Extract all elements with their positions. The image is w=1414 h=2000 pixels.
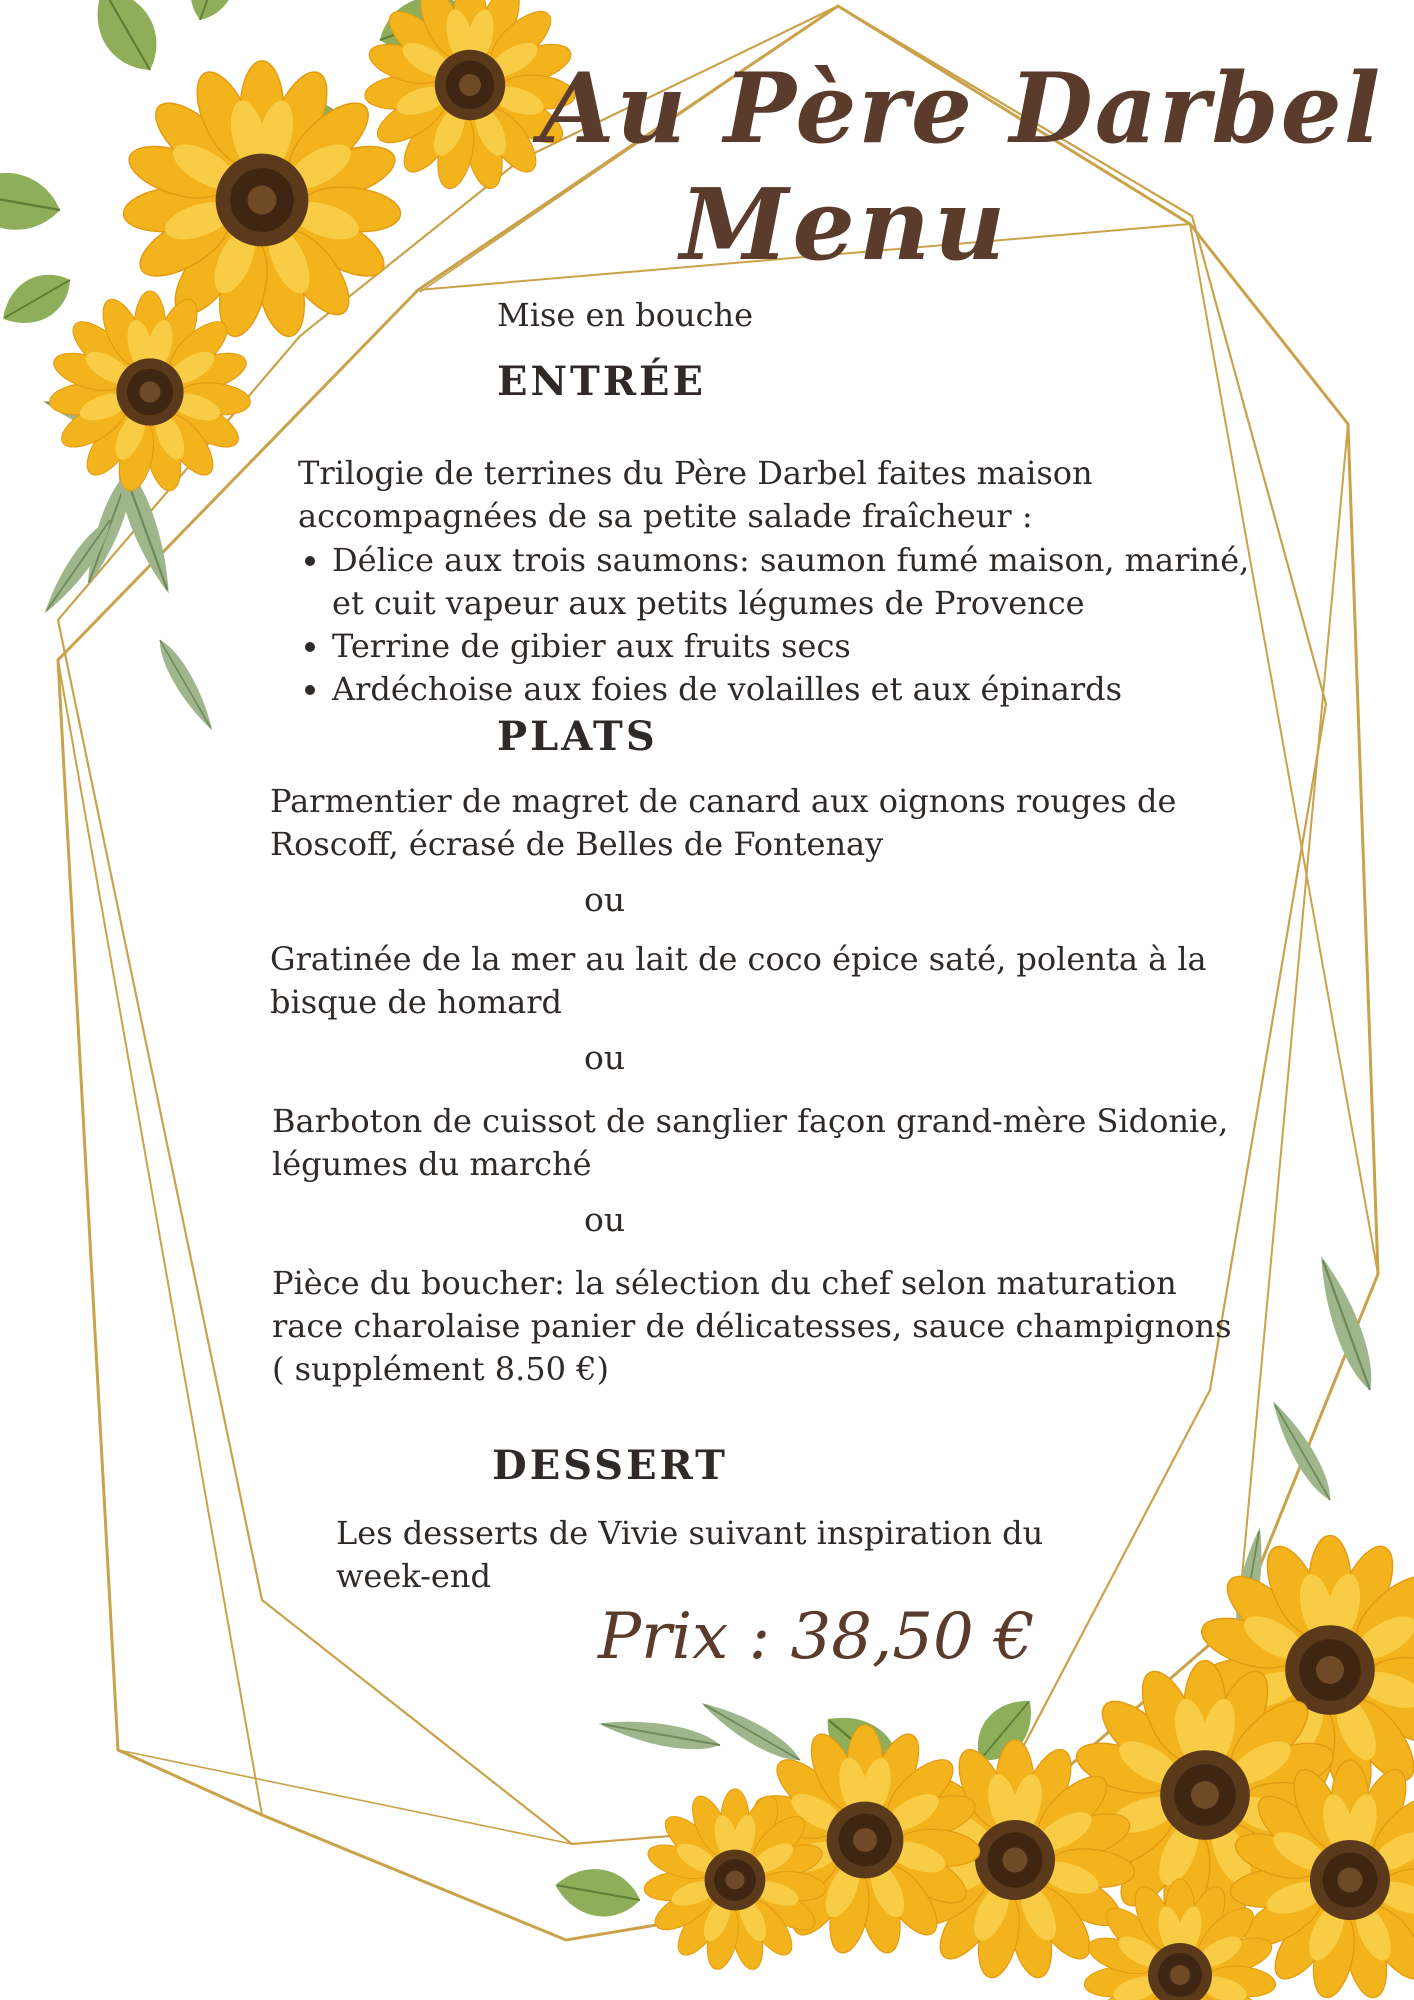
dessert-line: week-end [336, 1557, 491, 1595]
or-separator: ou [584, 880, 626, 919]
plat-dish [270, 938, 1207, 1024]
plat-dish-line: légumes du marché [272, 1145, 592, 1183]
entree-item-line: et cuit vapeur aux petits légumes de Provence [332, 584, 1085, 622]
plat-dish [272, 1262, 1232, 1391]
plat-dish [272, 1100, 1228, 1186]
plat-dish [270, 780, 1176, 866]
plat-dish-line: Parmentier de magret de canard aux oignons rouges de [270, 782, 1177, 820]
or-separator: ou [584, 1200, 626, 1239]
entree-intro-line: Trilogie de terrines du Père Darbel faites maison [298, 454, 1093, 492]
dessert-heading: DESSERT [492, 1442, 728, 1489]
plat-dish-line: bisque de homard [270, 983, 563, 1021]
list-item [332, 539, 1249, 625]
plat-dish-line: Gratinée de la mer au lait de coco épice saté, polenta à la [270, 940, 1207, 978]
plat-dish-line: ( supplément 8.50 €) [272, 1350, 610, 1388]
list-item [332, 668, 1249, 711]
list-item [332, 625, 1249, 668]
menu-title: Menu [680, 168, 1010, 283]
entree-list [298, 539, 1249, 711]
restaurant-name: Au Père Darbel [540, 52, 1383, 165]
dessert-text [336, 1512, 1043, 1598]
entree-heading: ENTRÉE [497, 358, 707, 405]
or-separator: ou [584, 1038, 626, 1077]
plat-dish-line: Barboton de cuissot de sanglier façon grand-mère Sidonie, [272, 1102, 1229, 1140]
entree-intro [298, 452, 1093, 538]
plat-dish-line: Roscoff, écrasé de Belles de Fontenay [270, 825, 884, 863]
dessert-line: Les desserts de Vivie suivant inspiration du [336, 1514, 1044, 1552]
mise-en-bouche-label: Mise en bouche [497, 296, 754, 334]
plat-dish-line: race charolaise panier de délicatesses, sauce champignons [272, 1307, 1232, 1345]
entree-item-line: Délice aux trois saumons: saumon fumé maison, mariné, [332, 541, 1250, 579]
plat-dish-line: Pièce du boucher: la sélection du chef selon maturation [272, 1264, 1177, 1302]
entree-item-line: Ardéchoise aux foies de volailles et aux épinards [332, 670, 1123, 708]
plats-heading: PLATS [497, 713, 658, 760]
top-left-sunflowers [48, 0, 577, 494]
price-label: Prix : 38,50 € [598, 1600, 1035, 1674]
entree-intro-line: accompagnées de sa petite salade fraîcheur : [298, 497, 1033, 535]
entree-item-line: Terrine de gibier aux fruits secs [332, 627, 851, 665]
